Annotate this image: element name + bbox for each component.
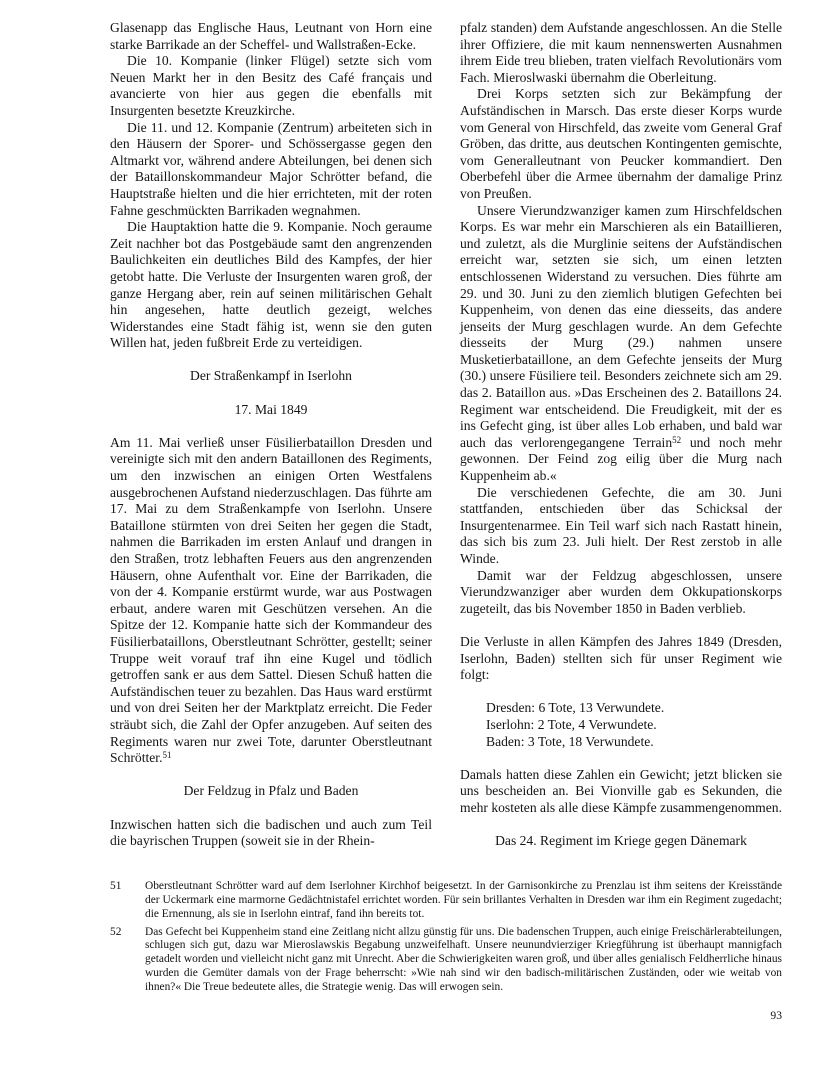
paragraph: Inzwischen hatten sich die badischen und auch zum Teil die bayrischen Truppen (soweit sie in der Rhein- (110, 816, 432, 849)
paragraph-text: Unsere Vierundzwanziger kamen zum Hirschfeldschen Korps. Es war mehr ein Marschieren als ein Bataillieren, und zuletzt, als die Murglinie seitens der Aufständischen erreicht war, setzten sie sich, um einen letzten entschlossenen Widerstand zu versuchen. Dies führte am 29. und 30. Juni zu den ziemlich blutigen Gefechten bei Kuppenheim, von denen das eine diesseits, das andere jenseits der Murg geschlagen wurde. An dem Gefechte diesseits der Murg (29.) nahmen unsere Musketierbataillone, an dem Gefechte jenseits der Murg (30.) unsere Füsiliere teil. Besonders zeichnete sich am 29. das 2. Bataillon aus. »Das Erscheinen des 2. Bataillons 24. Regiment war entscheidend. Die Freudigkeit, mit der es ins Gefecht ging, ist über alles Lob erhaben, und bald war auch das verlorengegangene Terrain (460, 202, 782, 450)
loss-item: Dresden: 6 Tote, 13 Verwundete. (486, 700, 665, 716)
paragraph: Glasenapp das Englische Haus, Leutnant von Horn eine starke Barrikade an der Scheffel- und Wallstraßen-Ecke. (110, 20, 432, 52)
text-columns (110, 20, 782, 866)
paragraph: Damals hatten diese Zahlen ein Gewicht; jetzt blicken sie uns bescheiden an. Bei Vionville gab es Sekunden, die mehr kosteten als alle diese Kämpfe zusammengenommen. (460, 766, 782, 815)
left-column (110, 20, 432, 866)
right-column (460, 20, 782, 866)
paragraph-text: Am 11. Mai verließ unser Füsilierbataillon Dresden und vereinigte sich mit den andern Bataillonen des Regiments, um den inzwischen an einigen Orten Westfalens ausgebrochenen Aufstand niederzuschlagen. Das führte am 17. Mai zu dem Straßenkampfe von Iserlohn. Unsere Bataillone stürmten von drei Seiten her gegen die Stadt, nahmen die Barrikaden im ersten Anlauf und drangen in den Straßen, trotz lebhaften Feuers aus den angrenzenden Häusern, ohne Aufenthalt vor. Eine der Barrikaden, die von der 4. Kompanie erstürmt wurde, war aus Postwagen erbaut, andere waren mit Geschützen versehen. An die Spitze der 12. Kompanie hatte sich der Kommandeur des Füsilierbataillons, Oberstleutnant Schrötter, gestellt; seiner Truppe weit vorauf traf ihn eine Kugel und tödlich getroffen sank er aus dem Sattel. Diesen Schuß hatten die Aufständischen teuer zu bezahlen. Das Haus ward erstürmt und von drei Seiten her der Marktplatz erreicht. Die Feder sträubt sich, die Zahl der Opfer anzugeben. Auf seiten des Regiments waren nur zwei Tote, darunter Oberstleutnant Schrötter. (110, 434, 432, 766)
losses-list (460, 700, 782, 750)
footnote-ref-52: 52 (672, 434, 682, 445)
paragraph-text: und noch mehr gewonnen. Der Feind zog eilig über die Murg nach Kuppenheim ab.« (460, 434, 782, 484)
loss-item: Iserlohn: 2 Tote, 4 Verwundete. (486, 716, 657, 732)
paragraph (110, 435, 432, 767)
footnote-text: Das Gefecht bei Kuppenheim stand eine Zeitlang nicht allzu günstig für uns. Die badenschen Truppen, auch einige Freischärlerabteilungen, schlugen sich gut, dazu war Mieroslawskis Begabung unzweifelhaft. Unsere neunundvierziger Kriegführung ist überhaupt mannigfach getadelt worden und vielleicht nicht ganz mit Unrecht. Aber die Schwierigkeiten waren groß, und über alles genialisch Feldherrliche hinaus wurden die Gemüter damals von der Frage beherrscht: »Wie nah sind wir den badisch-militärischen Zuständen, oder wie weitab von ihnen?« Die Treue bedeutete alles, die Strategie wenig. Das will erwogen sein. (145, 925, 782, 993)
section-date-heading: 17. Mai 1849 (234, 401, 308, 417)
page-number: 93 (770, 1008, 782, 1022)
paragraph: pfalz standen) dem Aufstande angeschlossen. An die Stelle ihrer Offiziere, die mit kaum nennenswerten Ausnahmen ihrem Eide treu blieben, traten vielfach Revolutionärs vom Fach. Mieroslwaski übernahm die Oberleitung. (460, 20, 782, 85)
footnote (110, 880, 782, 921)
section-heading-pfalz: Der Feldzug in Pfalz und Baden (183, 783, 359, 799)
loss-item: Baden: 3 Tote, 18 Verwundete. (486, 733, 654, 749)
section-heading-daenemark: Das 24. Regiment im Kriege gegen Dänemark (495, 833, 747, 849)
paragraph: Die 10. Kompanie (linker Flügel) setzte sich vom Neuen Markt her in den Besitz des Café français und avancierte von hier aus gegen die ebenfalls mit Insurgenten besetzte Kreuzkirche. (110, 53, 432, 118)
footnote-text: Oberstleutnant Schrötter ward auf dem Iserlohner Kirchhof beigesetzt. In der Garnisonkirche zu Prenzlau ist ihm seitens der Kreisstände der Uckermark eine marmorne Gedächtnistafel errichtet worden. Für sein brillantes Verhalten in Dresden war ihm ein Regiment zugedacht; die Ernennung, als sie in Iserlohn eintraf, fand ihn bereits tot. (145, 880, 782, 920)
paragraph: Die verschiedenen Gefechte, die am 30. Juni stattfanden, entschieden über das Schicksal der Insurgentenarmee. Ein Teil warf sich nach Rastatt hinein, das sich bis zum 23. Juli hielt. Der Rest zerstob in alle Winde. (460, 484, 782, 566)
footnote-ref-51: 51 (162, 750, 172, 761)
footnote-number: 51 (110, 880, 122, 893)
paragraph (460, 203, 782, 485)
section-heading-iserlohn: Der Straßenkampf in Iserlohn (190, 368, 352, 384)
footnotes-block (110, 880, 782, 994)
paragraph: Drei Korps setzten sich zur Bekämpfung der Aufständischen in Marsch. Das erste dieser Korps wurde vom General von Hirschfeld, das zweite vom General Graf Gröben, das dritte, aus deutschen Kontingenten gemischte, vom Generalleutnant von Peucker kommandiert. Den Oberbefehl über die Armee übernahm der damalige Prinz von Preußen. (460, 86, 782, 201)
paragraph: Damit war der Feldzug abgeschlossen, unsere Vierundzwanziger aber wurden dem Okkupationskorps zugeteilt, das bis November 1850 in Baden verblieb. (460, 567, 782, 616)
blank-line (460, 617, 782, 634)
paragraph: Die Verluste in allen Kämpfen des Jahres 1849 (Dresden, Iserlohn, Baden) stellten sich für unser Regiment wie folgt: (460, 633, 782, 683)
paragraph: Die 11. und 12. Kompanie (Zentrum) arbeiteten sich in den Häusern der Sporer- und Schössergasse gegen den Altmarkt vor, während andere Abteilungen, bei denen sich der Bataillonskommandeur Major Schrötter befand, die Hauptstraße hielten und die hier errichteten, mit der roten Fahne geschmückten Barrikaden wegnahmen. (110, 119, 432, 218)
footnote (110, 926, 782, 995)
footnote-number: 52 (110, 925, 122, 938)
paragraph: Die Hauptaktion hatte die 9. Kompanie. Noch geraume Zeit nachher bot das Postgebäude samt den angrenzenden Baulichkeiten ein deutliches Bild des Kampfes, der hier getobt hatte. Die Verluste der Insurgenten waren groß, der ganze Hergang aber, rein auf seinen militärischen Gehalt hin angesehen, hatte deutlich gezeigt, welches Widerstandes eine Stadt fähig ist, wenn sie den guten Willen hat, jeden fußbreit Erde zu verteidigen. (110, 219, 432, 351)
